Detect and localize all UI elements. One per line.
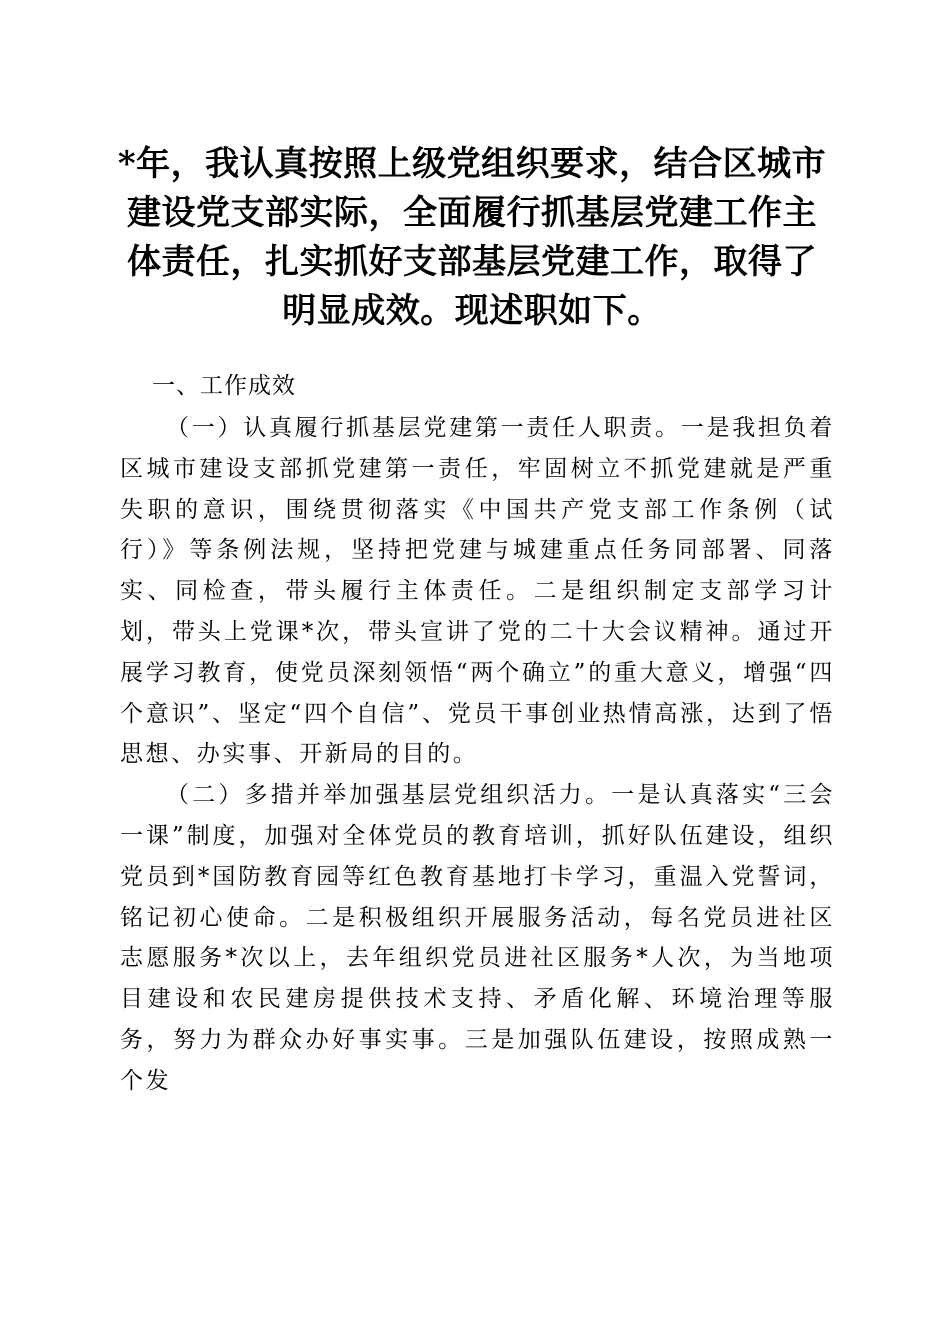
paragraph-1-heading: （一）认真履行抓基层党建第一责任人职责。 [166,415,681,441]
body-paragraph-2 [120,775,835,1101]
section-heading: 一、工作成效 [152,373,296,399]
document-title: *年，我认真按照上级党组织要求，结合区城市建设党支部实际，全面履行抓基层党建工作主体责任，扎实抓好支部基层党建工作，取得了明显成效。现述职如下。 [117,144,827,331]
paragraph-1-text: 一是我担负着区城市建设支部抓党建第一责任，牢固树立不抓党建就是严重失职的意识，围绕贯彻落实《中国共产党支部工作条例（试行）》等条例法规，坚持把党建与城建重点任务同部署、同落实、同检查，带头履行主体责任。二是组织制定支部学习计划，带头上党课*次，带头宣讲了党的二十大会议精神。通过开展学习教育，使党员深刻领悟“两个确立”的重大意义，增强“四个意识”、坚定“四个自信”、党员干事创业热情高涨，达到了悟思想、办实事、开新局的目的。 [120,415,835,768]
body-paragraph-1 [120,408,835,775]
paragraph-2-text: 一是认真落实“三会一课”制度，加强对全体党员的教育培训，抓好队伍建设，组织党员到*国防教育园等红色教育基地打卡学习，重温入党誓词，铭记初心使命。二是积极组织开展服务活动，每名党员进社区志愿服务*次以上，去年组织党员进社区服务*人次，为当地项目建设和农民建房提供技术支持、矛盾化解、环境治理等服务，努力为群众办好事实事。三是加强队伍建设，按照成熟一个发 [120,782,835,1094]
paragraph-2-heading: （二）多措并举加强基层党组织活力。 [166,782,612,809]
document-body [120,366,835,1102]
